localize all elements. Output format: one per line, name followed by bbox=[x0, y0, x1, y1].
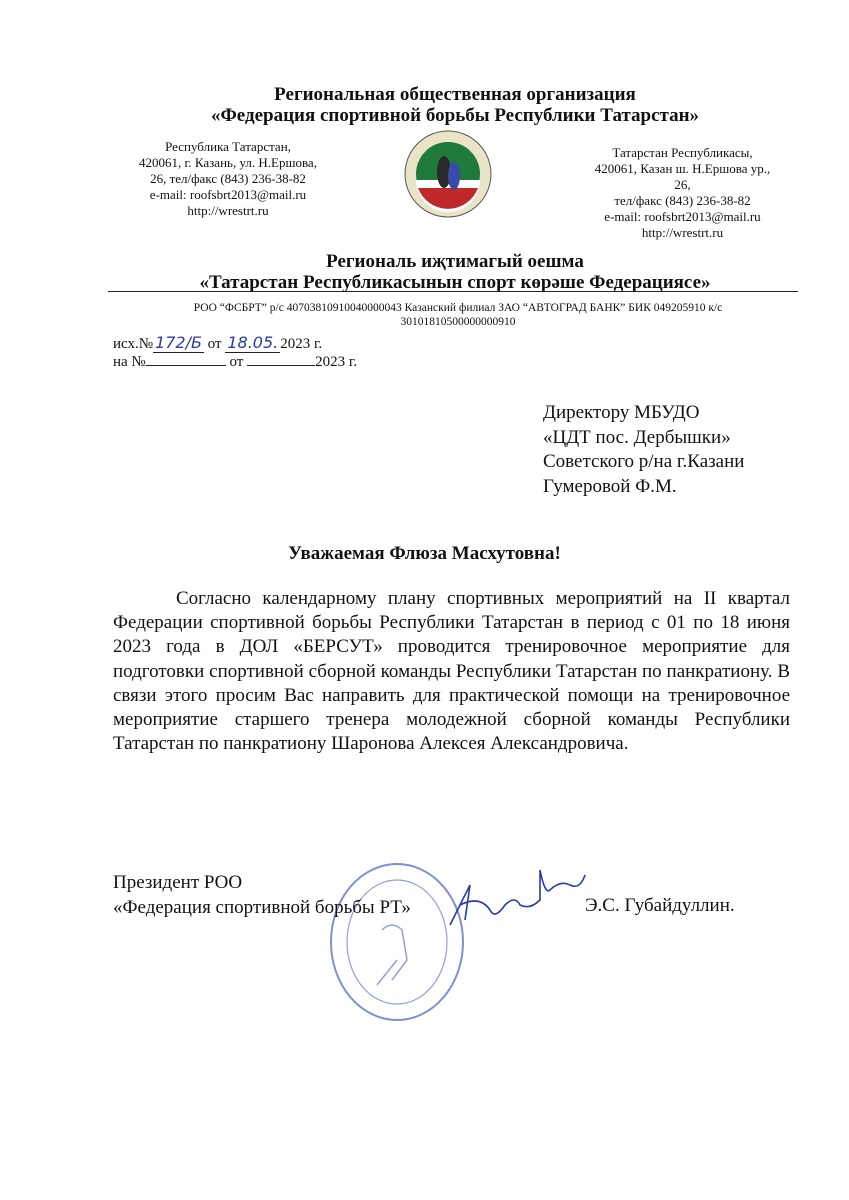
signer-organization: «Федерация спортивной борьбы РТ» bbox=[113, 897, 411, 918]
address-line: 26, bbox=[674, 177, 691, 192]
address-line: Республика Татарстан, bbox=[165, 139, 291, 154]
in-year-suffix: 2023 г. bbox=[315, 354, 358, 370]
addressee-line: «ЦДТ пос. Дербышки» bbox=[543, 426, 731, 448]
incoming-ref bbox=[113, 353, 357, 371]
out-label: исх.№ bbox=[113, 336, 154, 352]
address-line: e-mail: roofsbrt2013@mail.ru bbox=[149, 187, 307, 202]
address-tt bbox=[575, 145, 790, 241]
address-line: http://wrestrt.ru bbox=[187, 203, 269, 218]
address-line: тел/факс (843) 236-38-82 bbox=[614, 193, 751, 208]
address-line: 26, тел/факс (843) 236-38-82 bbox=[150, 171, 306, 186]
outgoing-ref bbox=[113, 334, 357, 353]
org-title-tt bbox=[0, 251, 849, 293]
addressee-line: Директору МБУДО bbox=[543, 402, 700, 423]
signer-position: Президент РОО bbox=[113, 872, 243, 893]
bank-details bbox=[108, 301, 808, 329]
header-divider bbox=[108, 291, 798, 292]
address-line: e-mail: roofsbrt2013@mail.ru bbox=[604, 209, 761, 224]
in-label: на № bbox=[113, 354, 146, 370]
address-ru bbox=[128, 139, 328, 219]
address-line: 420061, г. Казань, ул. Н.Ершова, bbox=[139, 155, 317, 170]
addressee-line: Советского р/на г.Казани bbox=[543, 451, 745, 472]
address-line: Татарстан Республикасы, bbox=[612, 145, 753, 160]
out-date: 18.05. bbox=[227, 333, 279, 352]
reference-numbers bbox=[113, 334, 357, 371]
address-line: 420061, Казан ш. Н.Ершова ур., bbox=[594, 161, 771, 176]
org-title-tt-line1: Региональ иҗтимагый оешма bbox=[326, 251, 584, 272]
year-suffix: 2023 г. bbox=[280, 336, 323, 352]
org-title-ru-line1: Региональная общественная организация bbox=[274, 84, 636, 105]
address-line: http://wrestrt.ru bbox=[641, 225, 724, 240]
org-title-tt-line2: «Татарстан Республикасынын спорт көрәше Федерациясе» bbox=[199, 272, 711, 293]
from-label: от bbox=[207, 336, 222, 352]
handwritten-signature bbox=[430, 865, 590, 935]
federation-logo bbox=[404, 130, 492, 218]
org-title-ru-line2: «Федерация спортивной борьбы Республики Татарстан» bbox=[210, 105, 700, 126]
signature-block bbox=[113, 870, 411, 920]
letter-body: Согласно календарному плану спортивных мероприятий на II квартал Федерации спортивной борьбы Республики Татарстан в период с 01 по 18 июня 2023 года в ДОЛ «БЕРСУТ» проводится тренировочное мероприятие для подготовки спортивной сборной команды Республики Татарстан по панкратиону. В связи этого просим Вас направить для практической помощи на тренировочное мероприятие старшего тренера молодежной сборной команды Республики Татарстан по панкратиону Шаронова Алексея Александровича. bbox=[113, 588, 790, 755]
bank-line: 30101810500000000910 bbox=[400, 316, 516, 328]
org-title-ru bbox=[0, 84, 849, 126]
signer-name: Э.С. Губайдуллин. bbox=[585, 895, 735, 916]
addressee bbox=[543, 401, 744, 499]
greeting: Уважаемая Флюза Масхутовна! bbox=[288, 543, 561, 564]
out-number: 172/Б bbox=[155, 333, 202, 352]
addressee-line: Гумеровой Ф.М. bbox=[543, 475, 677, 497]
in-from-label: от bbox=[229, 354, 244, 370]
bank-line: РОО “ФСБРТ” р/с 40703810910040000043 Казанский филиал ЗАО “АВТОГРАД БАНК” БИК 049205910 к/с bbox=[193, 302, 723, 314]
